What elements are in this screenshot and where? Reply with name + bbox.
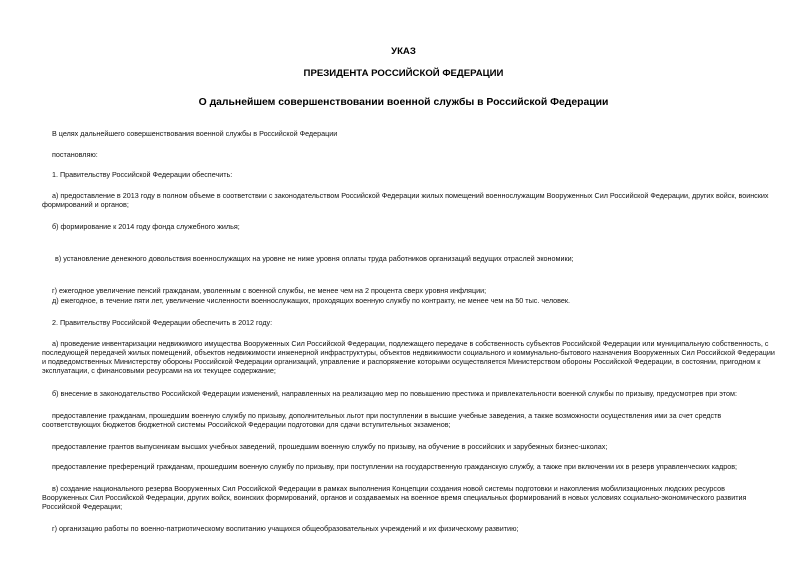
- decree-word: постановляю:: [52, 150, 98, 159]
- section-2-heading: 2. Правительству Российской Федерации обеспечить в 2012 году:: [52, 318, 273, 327]
- section-2-item-b1: [42, 411, 782, 429]
- text-line: Вооруженных Сил Российской Федерации, других войск, воинских формирований, органов и создаваемых на военное время специальных формирований в новых условиях социально-экономического развития: [42, 493, 747, 502]
- text-line: эксплуатации, с финансовыми ресурсами на их текущее содержание;: [42, 366, 276, 375]
- section-2-item-b3: предоставление преференций гражданам, прошедшим военную службу по призыву, при поступлении на государственную гражданскую службу, а также при включении их в резерв управленческих кадров;: [52, 462, 738, 471]
- document-subject: О дальнейшем совершенствовании военной службы в Российской Федерации: [198, 97, 609, 108]
- text-line: а) предоставление в 2013 году в полном объеме в соответствии с законодательством Российской Федерации жилых помещений военнослужащим Вооруженных Сил Российской Федерации, других войск, воинских: [52, 191, 769, 200]
- section-1-item-v: в) установление денежного довольствия военнослужащих на уровне не ниже уровня оплаты труда работников организаций ведущих отраслей экономики;: [55, 254, 574, 263]
- text-line: формирований и органов;: [42, 200, 129, 209]
- text-line: в) создание национального резерва Вооруженных Сил Российской Федерации в рамках выполнения Концепции создания новой системы подготовки и накопления мобилизационных людских ресурсов: [52, 484, 725, 493]
- section-1-item-a: [42, 191, 769, 209]
- document-issuer: ПРЕЗИДЕНТА РОССИЙСКОЙ ФЕДЕРАЦИИ: [303, 68, 504, 79]
- section-2-item-a: [42, 339, 782, 375]
- document-title: УКАЗ: [391, 46, 416, 57]
- preamble: В целях дальнейшего совершенствования военной службы в Российской Федерации: [52, 129, 338, 138]
- section-1-item-d: д) ежегодное, в течение пяти лет, увеличение численности военнослужащих, проходящих военную службу по контракту, не менее чем на 50 тыс. человек.: [52, 296, 570, 305]
- text-line: Российской Федерации;: [42, 502, 123, 511]
- text-line: и подведомственных Министерству обороны Российской Федерации организаций, управление и распоряжение которыми осуществляется Министерством обороны Российской Федерации, в состоянии, пригодном к: [42, 357, 761, 366]
- text-line: предоставление гражданам, прошедшим военную службу по призыву, дополнительных льгот при поступлении в высшие учебные заведения, а также возможности осуществления ими за счет средств: [52, 411, 722, 420]
- section-2-item-b: б) внесение в законодательство Российской Федерации изменений, направленных на реализацию мер по повышению престижа и привлекательности военной службы по призыву, предусмотрев при этом:: [52, 389, 737, 398]
- section-1-heading: 1. Правительству Российской Федерации обеспечить:: [52, 170, 233, 179]
- section-2-item-g: г) организацию работы по военно-патриотическому воспитанию учащихся общеобразовательных учреждений и их физическому развитию;: [52, 524, 519, 533]
- text-line: последующей передачей жилых помещений, объектов недвижимости инженерной инфраструктуры, объектов недвижимости социального и коммунально-бытового назначения Вооруженных Сил Российской Федерации: [42, 348, 775, 357]
- text-line: соответствующих бюджетов бюджетной системы Российской Федерации подготовки для сдачи вступительных экзаменов;: [42, 420, 451, 429]
- section-2-item-b2: предоставление грантов выпускникам высших учебных заведений, прошедшим военную службу по призыву, на обучение в российских и зарубежных бизнес-школах;: [52, 442, 608, 451]
- text-line: а) проведение инвентаризации недвижимого имущества Вооруженных Сил Российской Федерации, подлежащего передаче в собственность субъектов Российской Федерации или муниципальную собственность, с: [52, 339, 769, 348]
- section-2-item-v: [42, 484, 782, 511]
- section-1-item-g: г) ежегодное увеличение пенсий гражданам, уволенным с военной службы, не менее чем на 2 процента сверх уровня инфляции;: [52, 286, 487, 295]
- section-1-item-b: б) формирование к 2014 году фонда служебного жилья;: [52, 222, 240, 231]
